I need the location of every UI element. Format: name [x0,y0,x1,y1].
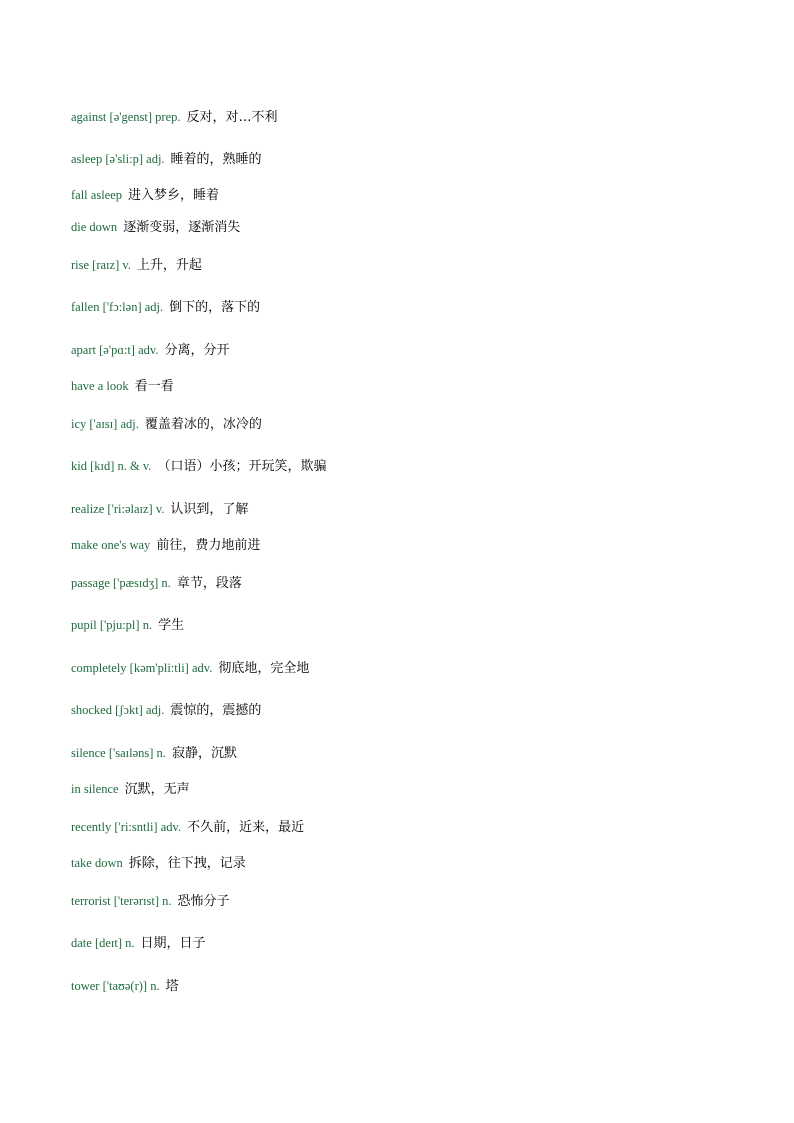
entry-term: take down [71,856,123,870]
entry-term: pupil ['pju:pl] n. [71,618,153,632]
entry-term: date [deɪt] n. [71,936,135,950]
vocab-entry-die-down [71,219,240,236]
entry-meaning: 反对，对…不利 [186,110,278,125]
entry-term: completely [kəm'pli:tli] adv. [71,661,213,675]
vocab-entry-passage [71,575,242,592]
entry-meaning: 章节，段落 [176,576,242,591]
entry-term: recently ['ri:sntli] adv. [71,820,182,834]
vocab-entry-shocked [71,702,261,719]
entry-term: passage ['pæsɪdʒ] n. [71,576,171,590]
vocab-entry-tower [71,978,179,995]
entry-meaning: 震惊的，震撼的 [170,703,262,718]
entry-term: fall asleep [71,188,123,202]
vocab-entry-apart [71,342,229,359]
entry-term: have a look [71,379,129,393]
entry-term: die down [71,220,118,234]
entry-meaning: 塔 [165,979,179,994]
entry-term: shocked [ʃɔkt] adj. [71,703,165,717]
vocab-entry-recently [71,819,304,836]
entry-term: rise [raɪz] v. [71,258,131,272]
entry-term: tower ['taʊə(r)] n. [71,979,160,993]
vocab-entry-completely [71,660,309,677]
vocab-entry-pupil [71,617,184,634]
entry-meaning: 恐怖分子 [177,894,230,909]
entry-meaning: 覆盖着冰的，冰冷的 [144,417,262,432]
entry-term: asleep [ə'sli:p] adj. [71,152,165,166]
entry-term: in silence [71,782,119,796]
entry-term: apart [ə'pɑ:t] adv. [71,343,159,357]
vocab-entry-silence [71,745,237,762]
entry-meaning: 认识到，了解 [170,502,249,517]
entry-meaning: 不久前，近来，最近 [187,820,305,835]
entry-term: realize ['ri:əlaɪz] v. [71,502,165,516]
entry-meaning: 前往，费力地前进 [156,538,261,553]
entry-meaning: 彻底地，完全地 [218,661,310,676]
entry-meaning: 拆除，往下拽，记录 [128,856,246,871]
vocab-entry-take-down [71,855,246,872]
entry-meaning: 上升，升起 [136,258,202,273]
vocab-entry-against [71,109,278,126]
entry-term: icy ['aɪsɪ] adj. [71,417,139,431]
entry-term: make one's way [71,538,151,552]
entry-meaning: 逐渐变弱，逐渐消失 [123,220,241,235]
entry-meaning: 看一看 [134,379,174,394]
entry-meaning: 寂静，沉默 [171,746,237,761]
entry-term: kid [kɪd] n. & v. [71,459,152,473]
entry-term: fallen ['fɔ:lən] adj. [71,300,164,314]
vocab-entry-make-ones-way [71,537,260,554]
vocab-entry-in-silence [71,781,190,798]
vocab-entry-have-a-look [71,378,174,395]
entry-meaning: （口语）小孩；开玩笑，欺骗 [157,459,327,474]
entry-meaning: 睡着的，熟睡的 [170,152,262,167]
entry-meaning: 沉默，无声 [124,782,190,797]
entry-meaning: 分离，分开 [164,343,230,358]
vocab-entry-asleep [71,151,262,168]
vocab-entry-icy [71,416,262,433]
entry-meaning: 学生 [158,618,185,633]
vocab-entry-date [71,935,206,952]
entry-term: silence ['saɪləns] n. [71,746,166,760]
vocab-entry-fallen [71,299,260,316]
entry-meaning: 倒下的，落下的 [169,300,261,315]
vocab-entry-realize [71,501,248,518]
entry-meaning: 日期，日子 [140,936,206,951]
entry-term: against [ə'genst] prep. [71,110,181,124]
vocab-entry-kid [71,458,326,475]
vocab-entry-fall-asleep [71,187,219,204]
entry-term: terrorist ['terərɪst] n. [71,894,172,908]
vocab-entry-rise [71,257,202,274]
entry-meaning: 进入梦乡，睡着 [128,188,220,203]
vocab-entry-terrorist [71,893,230,910]
